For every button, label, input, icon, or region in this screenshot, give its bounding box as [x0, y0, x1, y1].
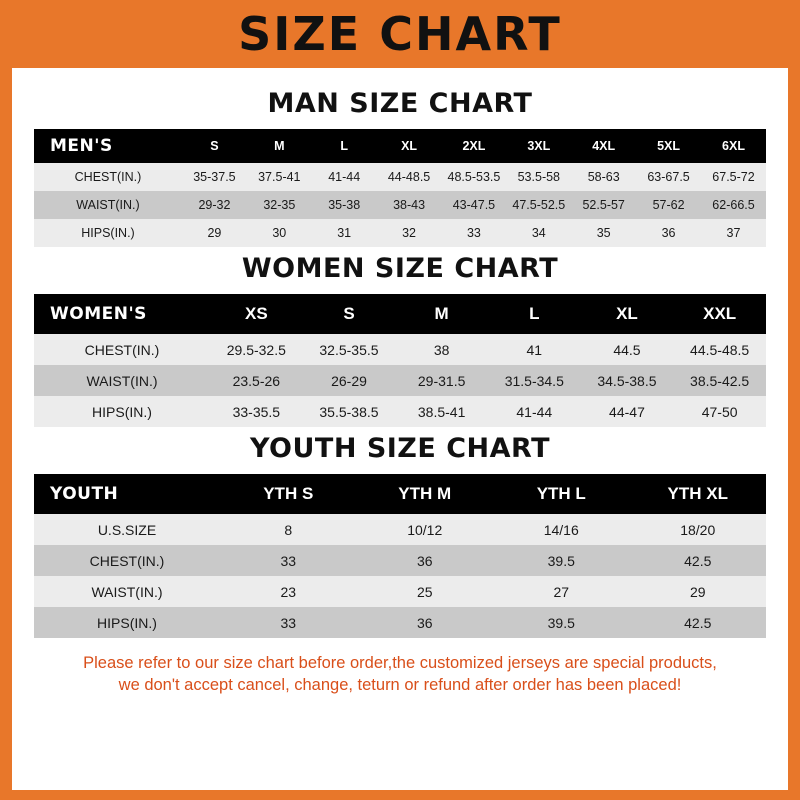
content-panel — [12, 68, 788, 790]
youth-ussize-s: 8 — [220, 514, 357, 545]
women-waist-l: 31.5-34.5 — [488, 365, 581, 396]
women-waist-s: 26-29 — [303, 365, 396, 396]
table-header-row — [34, 294, 766, 334]
women-chest-xxl: 44.5-48.5 — [673, 334, 766, 365]
women-chest-l: 41 — [488, 334, 581, 365]
youth-chest-xl: 42.5 — [630, 545, 767, 576]
youth-header-label: YOUTH — [34, 474, 220, 514]
women-header-xxl: XXL — [673, 294, 766, 334]
youth-hips-xl: 42.5 — [630, 607, 767, 638]
men-chest-s: 35-37.5 — [182, 163, 247, 191]
men-size-table — [34, 129, 766, 247]
table-row — [34, 545, 766, 576]
women-header-label: WOMEN'S — [34, 294, 210, 334]
women-chest-s: 32.5-35.5 — [303, 334, 396, 365]
women-header-l: L — [488, 294, 581, 334]
table-row — [34, 334, 766, 365]
women-header-xl: XL — [581, 294, 674, 334]
youth-waist-l: 27 — [493, 576, 630, 607]
women-hips-l: 41-44 — [488, 396, 581, 427]
women-header-s: S — [303, 294, 396, 334]
men-chest-4xl: 58-63 — [571, 163, 636, 191]
youth-ussize-m: 10/12 — [357, 514, 494, 545]
table-row — [34, 576, 766, 607]
men-chest-6xl: 67.5-72 — [701, 163, 766, 191]
youth-hips-l: 39.5 — [493, 607, 630, 638]
table-row — [34, 191, 766, 219]
table-row — [34, 396, 766, 427]
youth-size-table — [34, 474, 766, 638]
youth-header-xl: YTH XL — [630, 474, 767, 514]
youth-waist-xl: 29 — [630, 576, 767, 607]
youth-ussize-xl: 18/20 — [630, 514, 767, 545]
women-chest-label: CHEST(IN.) — [34, 334, 210, 365]
women-chest-m: 38 — [395, 334, 488, 365]
men-header-4xl: 4XL — [571, 129, 636, 163]
men-header-2xl: 2XL — [442, 129, 507, 163]
women-hips-xs: 33-35.5 — [210, 396, 303, 427]
women-header-m: M — [395, 294, 488, 334]
women-waist-xl: 34.5-38.5 — [581, 365, 674, 396]
notice-line-1: Please refer to our size chart before order,the customized jerseys are special products, — [83, 654, 717, 672]
men-hips-m: 30 — [247, 219, 312, 247]
men-chest-label: CHEST(IN.) — [34, 163, 182, 191]
men-chest-xl: 44-48.5 — [377, 163, 442, 191]
men-waist-m: 32-35 — [247, 191, 312, 219]
table-row — [34, 365, 766, 396]
men-waist-l: 35-38 — [312, 191, 377, 219]
youth-waist-label: WAIST(IN.) — [34, 576, 220, 607]
men-header-xl: XL — [377, 129, 442, 163]
women-hips-m: 38.5-41 — [395, 396, 488, 427]
table-row — [34, 607, 766, 638]
men-chest-5xl: 63-67.5 — [636, 163, 701, 191]
men-waist-s: 29-32 — [182, 191, 247, 219]
table-row — [34, 163, 766, 191]
page-title: SIZE CHART — [238, 7, 562, 61]
youth-hips-m: 36 — [357, 607, 494, 638]
men-header-6xl: 6XL — [701, 129, 766, 163]
table-header-row — [34, 474, 766, 514]
men-chest-3xl: 53.5-58 — [506, 163, 571, 191]
youth-waist-m: 25 — [357, 576, 494, 607]
youth-chest-label: CHEST(IN.) — [34, 545, 220, 576]
page-header — [0, 0, 800, 68]
youth-section-title: YOUTH SIZE CHART — [249, 433, 551, 464]
men-header-l: L — [312, 129, 377, 163]
youth-ussize-label: U.S.SIZE — [34, 514, 220, 545]
youth-header-l: YTH L — [493, 474, 630, 514]
men-hips-3xl: 34 — [506, 219, 571, 247]
youth-header-m: YTH M — [357, 474, 494, 514]
men-chest-2xl: 48.5-53.5 — [442, 163, 507, 191]
men-hips-6xl: 37 — [701, 219, 766, 247]
men-hips-4xl: 35 — [571, 219, 636, 247]
men-hips-l: 31 — [312, 219, 377, 247]
women-header-xs: XS — [210, 294, 303, 334]
table-header-row — [34, 129, 766, 163]
table-row — [34, 219, 766, 247]
men-chest-l: 41-44 — [312, 163, 377, 191]
men-waist-6xl: 62-66.5 — [701, 191, 766, 219]
men-hips-5xl: 36 — [636, 219, 701, 247]
men-section-title: MAN SIZE CHART — [267, 88, 533, 119]
women-hips-s: 35.5-38.5 — [303, 396, 396, 427]
men-waist-2xl: 43-47.5 — [442, 191, 507, 219]
youth-chest-s: 33 — [220, 545, 357, 576]
men-hips-label: HIPS(IN.) — [34, 219, 182, 247]
women-hips-label: HIPS(IN.) — [34, 396, 210, 427]
order-policy-notice — [34, 652, 766, 697]
women-size-table — [34, 294, 766, 427]
women-waist-xxl: 38.5-42.5 — [673, 365, 766, 396]
women-waist-xs: 23.5-26 — [210, 365, 303, 396]
men-chest-m: 37.5-41 — [247, 163, 312, 191]
women-chest-xl: 44.5 — [581, 334, 674, 365]
men-header-label: MEN'S — [34, 129, 182, 163]
youth-waist-s: 23 — [220, 576, 357, 607]
men-hips-xl: 32 — [377, 219, 442, 247]
men-header-5xl: 5XL — [636, 129, 701, 163]
men-waist-label: WAIST(IN.) — [34, 191, 182, 219]
men-waist-3xl: 47.5-52.5 — [506, 191, 571, 219]
men-waist-5xl: 57-62 — [636, 191, 701, 219]
men-header-m: M — [247, 129, 312, 163]
women-hips-xxl: 47-50 — [673, 396, 766, 427]
women-chest-xs: 29.5-32.5 — [210, 334, 303, 365]
youth-chest-l: 39.5 — [493, 545, 630, 576]
women-hips-xl: 44-47 — [581, 396, 674, 427]
men-waist-xl: 38-43 — [377, 191, 442, 219]
youth-chest-m: 36 — [357, 545, 494, 576]
table-row — [34, 514, 766, 545]
youth-header-s: YTH S — [220, 474, 357, 514]
women-section-title: WOMEN SIZE CHART — [241, 253, 559, 284]
men-hips-2xl: 33 — [442, 219, 507, 247]
women-waist-label: WAIST(IN.) — [34, 365, 210, 396]
notice-line-2: we don't accept cancel, change, teturn or refund after order has been placed! — [118, 676, 682, 695]
women-waist-m: 29-31.5 — [395, 365, 488, 396]
men-header-3xl: 3XL — [506, 129, 571, 163]
youth-ussize-l: 14/16 — [493, 514, 630, 545]
men-hips-s: 29 — [182, 219, 247, 247]
youth-hips-label: HIPS(IN.) — [34, 607, 220, 638]
men-header-s: S — [182, 129, 247, 163]
men-waist-4xl: 52.5-57 — [571, 191, 636, 219]
youth-hips-s: 33 — [220, 607, 357, 638]
